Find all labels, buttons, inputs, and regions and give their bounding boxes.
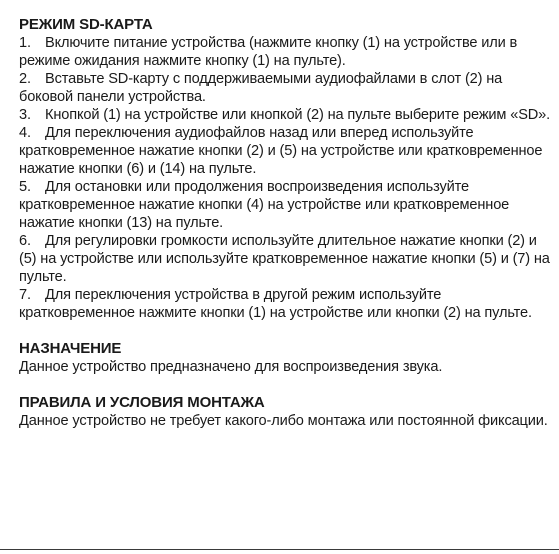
section-spacer — [19, 376, 551, 394]
step-number: 2. — [19, 71, 31, 87]
step-text: Для регулировки громкости используйте длительное нажатие кнопки (2) и (5) на устройстве или используйте кратковременное нажатие кнопки (5) и (7) на пульте. — [19, 233, 550, 285]
step-item — [19, 286, 551, 322]
step-number: 4. — [19, 125, 31, 141]
step-number: 1. — [19, 35, 31, 51]
step-item — [19, 70, 551, 106]
step-number: 5. — [19, 179, 31, 195]
purpose-text: Данное устройство предназначено для воспроизведения звука. — [19, 359, 443, 375]
step-text: Для переключения аудиофайлов назад или вперед используйте кратковременное нажатие кнопки (2) и (5) на устройстве или кратковременное нажатие кнопки (6) и (14) на пульте. — [19, 125, 543, 177]
step-text: Для переключения устройства в другой режим используйте кратковременное нажмите кнопки (1) на устройстве или кнопки (2) на пульте. — [19, 287, 532, 321]
step-text: Для остановки или продолжения воспроизведения используйте кратковременное нажатие кнопки (4) на устройстве или кратковременное нажатие кнопки (13) на пульте. — [19, 179, 510, 231]
document-page — [19, 16, 551, 430]
step-item — [19, 232, 551, 286]
section-spacer — [19, 322, 551, 340]
purpose-heading: НАЗНАЧЕНИЕ — [19, 340, 122, 357]
sd-mode-steps — [19, 34, 551, 322]
step-text: Кнопкой (1) на устройстве или кнопкой (2) на пульте выберите режим «SD». — [45, 107, 551, 123]
step-item — [19, 34, 551, 70]
step-number: 6. — [19, 233, 31, 249]
sd-mode-heading: РЕЖИМ SD-КАРТА — [19, 16, 153, 33]
step-text: Включите питание устройства (нажмите кнопку (1) на устройстве или в режиме ожидания нажмите кнопку (1) на пульте). — [19, 35, 518, 69]
bottom-divider — [0, 549, 559, 550]
step-text: Вставьте SD-карту с поддерживаемыми аудиофайлами в слот (2) на боковой панели устройства. — [19, 71, 503, 105]
step-item — [19, 106, 551, 124]
mounting-heading: ПРАВИЛА И УСЛОВИЯ МОНТАЖА — [19, 394, 265, 411]
step-item — [19, 124, 551, 178]
step-item — [19, 178, 551, 232]
step-number: 7. — [19, 287, 31, 303]
step-number: 3. — [19, 107, 31, 123]
mounting-text: Данное устройство не требует какого-либо монтажа или постоянной фиксации. — [19, 413, 548, 429]
